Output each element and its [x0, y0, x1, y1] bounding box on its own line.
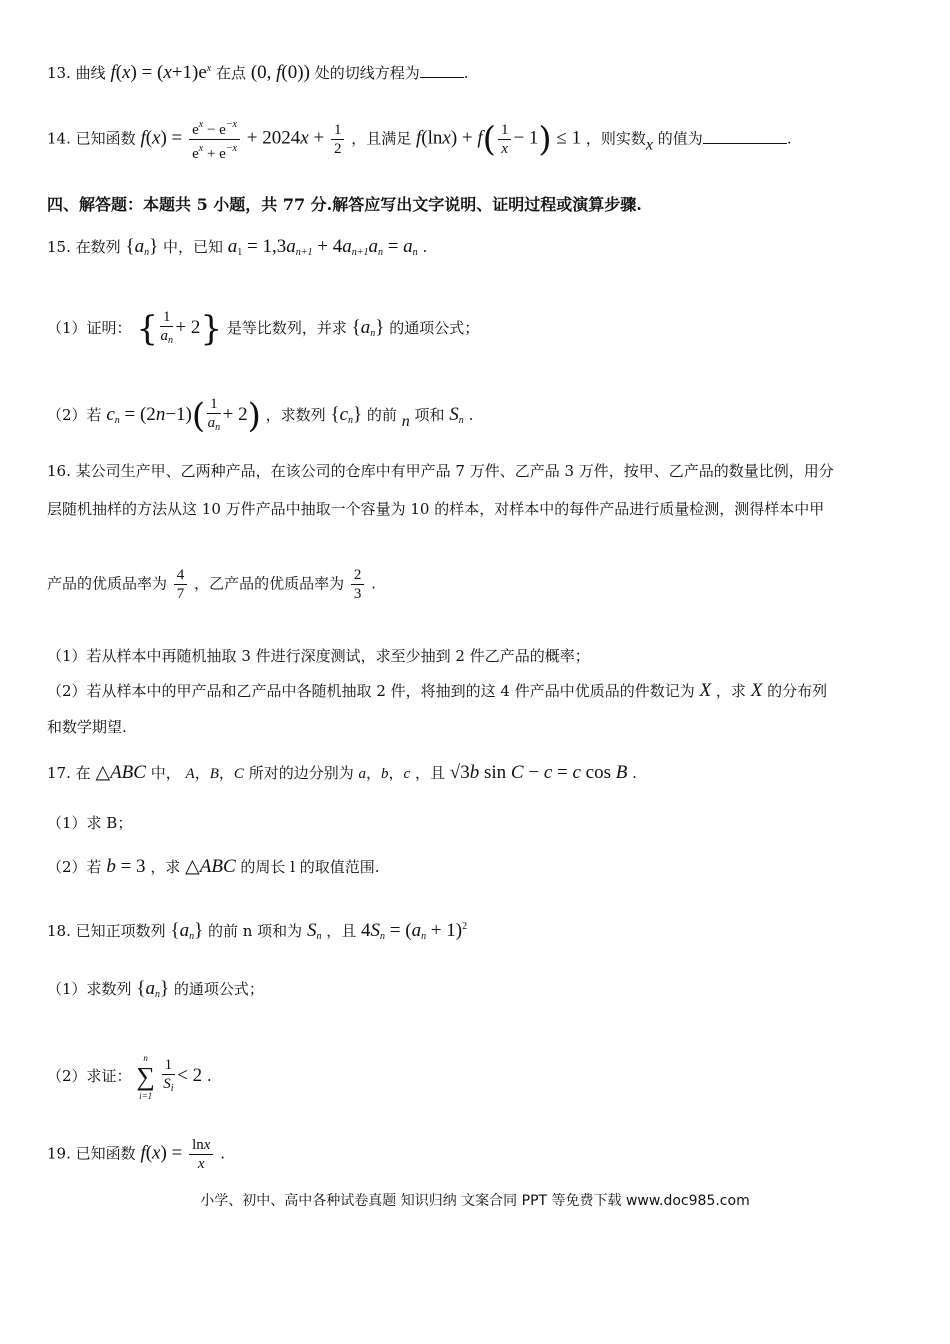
- q14-text-1: 已知函数: [75, 129, 136, 148]
- question-15-part-2: （2）若 $c_n = (2n-1)$( $\frac{1}{a_n}$ + 2) ，求数列 $\{c_n\}$ 的前 n 项和 $S_n$ .: [47, 396, 474, 436]
- question-16-part-1: （1）若从样本中再随机抽取 3 件进行深度测试，求至少抽到 2 件乙产品的概率；: [47, 647, 590, 665]
- question-14: 14. 已知函数 f(x) = $\frac{e^x - e^{-x}}{e^x + e^{-x}}$ + 2024x + $\frac{1}{2}$ ，且满足 f(lnx) + f( $\frac{1}{x}$ − 1) ≤ 1 ，则实数x 的值为 .: [47, 116, 910, 163]
- q16-fraction-b: $\frac{2}{3}$: [351, 566, 365, 603]
- question-15-part-1: （1）证明： { $\frac{1}{a_n}$ + 2} 是等比数列，并求 $\{a_n\}$ 的通项公式；: [47, 309, 480, 349]
- question-18: 18. 已知正项数列 $\{a_n\}$ 的前 n 项和为 $S_n$ ，且 $4S_n = (a_n + 1)^2$: [47, 920, 468, 942]
- question-18-part-1: （1）求数列 $\{a_n\}$ 的通项公式；: [47, 978, 264, 1000]
- question-16-line-3: 产品的优质品率为 $\frac{4}{7}$ ，乙产品的优质品率为 $\frac{2}{3}$ .: [47, 567, 376, 602]
- summation-symbol: n ∑ i=1: [136, 1053, 155, 1101]
- question-18-part-2: （2）求证： n ∑ i=1 $\frac{1}{S_i}$ < 2 .: [47, 1053, 212, 1101]
- q14-text-4: 的值为: [657, 129, 703, 148]
- question-13: 13. 曲线 $f(x) = (x+1)e^x$ 在点 (0, f(0)) 处的切线方程为 .: [47, 62, 469, 83]
- q14-number: 14.: [47, 129, 71, 148]
- q14-text-3: ，则实数: [585, 129, 646, 148]
- q16-fraction-a: $\frac{4}{7}$: [174, 566, 188, 603]
- q14-text-2: ，且满足: [351, 129, 412, 148]
- q13-number: 13.: [47, 64, 71, 82]
- q13-text-1: 曲线: [75, 64, 106, 82]
- question-19: 19. 已知函数 f(x) = $\frac{\ln x}{x}$ .: [47, 1137, 225, 1172]
- question-16-part-2: （2）若从样本中的甲产品和乙产品中各随机抽取 2 件，将抽到的这 4 件产品中优质品的件数记为 X ，求 X 的分布列: [47, 680, 828, 701]
- q14-fraction-exp: $\frac{e^x - e^{-x}}{e^x + e^{-x}}$: [189, 116, 240, 163]
- question-16-line-1: 16. 某公司生产甲、乙两种产品，在该公司的仓库中有甲产品 7 万件、乙产品 3 万件，按甲、乙产品的数量比例，用分: [47, 462, 834, 480]
- answer-blank: [420, 63, 464, 78]
- q13-text-2: 在点: [216, 64, 247, 82]
- question-17-part-1: （1）求 B；: [47, 814, 133, 832]
- q13-text-3: 处的切线方程为: [314, 64, 420, 82]
- question-16-line-2: 层随机抽样的方法从这 10 万件产品中抽取一个容量为 10 的样本，对样本中的每件产品进行质量检测，测得样本中甲: [47, 500, 825, 518]
- question-15: 15. 在数列 $\{a_n\}$ 中，已知 $a_1 = 1,3a_{n+1} + 4a_{n+1}a_n = a_n$ .: [47, 236, 428, 258]
- section-4-heading: 四、解答题：本题共 5 小题，共 77 分.解答应写出文字说明、证明过程或演算步骤.: [47, 195, 642, 214]
- answer-blank: [703, 129, 787, 144]
- q13-point: (0,: [250, 62, 277, 83]
- page-footer: 小学、初中、高中各种试卷真题 知识归纳 文案合同 PPT 等免费下载 www.doc985.com: [200, 1193, 750, 1209]
- q14-fraction-half: $\frac{1}{2}$: [331, 121, 345, 158]
- question-17: 17. 在 △ABC 中， A，B，C 所对的边分别为 a，b，c ，且 √3b sin C − c = c cos B .: [47, 762, 637, 783]
- q13-curve-formula: f: [110, 62, 116, 83]
- question-16-part-2-cont: 和数学期望.: [47, 718, 127, 736]
- question-17-part-2: （2）若 b = 3 ，求 △ABC 的周长 l 的取值范围.: [47, 856, 380, 877]
